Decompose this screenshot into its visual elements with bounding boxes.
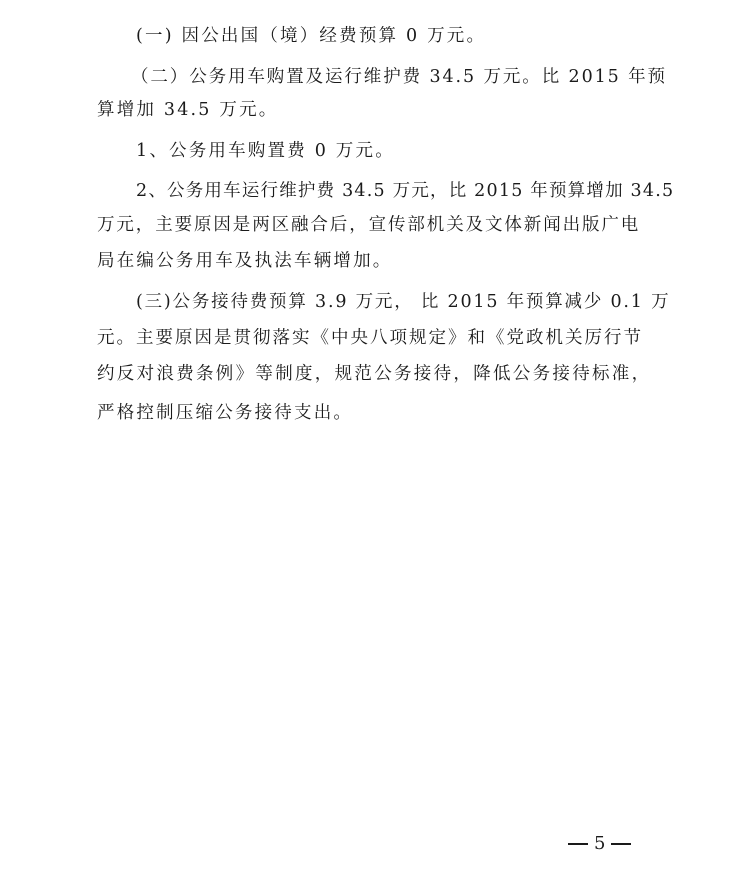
page-number: 5 — [594, 833, 606, 854]
section-3-text: 元。主要原因是贯彻落实《中央八项规定》和《党政机关厉行节 — [97, 328, 643, 348]
footer-dash-left — [568, 843, 588, 844]
footer-dash-right — [611, 843, 631, 844]
section-2-heading: （二）公务用车购置及运行维护费 34.5 万元。比 2015 年预 — [131, 67, 667, 87]
section-1-heading: (一) 因公出国（境）经费预算 0 万元。 — [136, 26, 487, 46]
section-3-text-continued: 约反对浪费条例》等制度，规范公务接待，降低公务接待标准， — [97, 364, 652, 384]
section-3-text-end: 严格控制压缩公务接待支出。 — [97, 403, 354, 423]
section-2-text: 算增加 34.5 万元。 — [97, 100, 279, 120]
item-2-text: 2、公务用车运行维护费 34.5 万元，比 2015 年预算增加 34.5 — [136, 181, 675, 201]
item-1-text: 1、公务用车购置费 0 万元。 — [136, 141, 395, 161]
section-3-heading: (三)公务接待费预算 3.9 万元， 比 2015 年预算减少 0.1 万 — [136, 292, 671, 312]
item-2-text-end: 局在编公务用车及执法车辆增加。 — [97, 251, 393, 271]
item-2-text-continued: 万元，主要原因是两区融合后，宣传部机关及文体新闻出版广电 — [97, 215, 641, 235]
page-footer — [568, 834, 631, 854]
